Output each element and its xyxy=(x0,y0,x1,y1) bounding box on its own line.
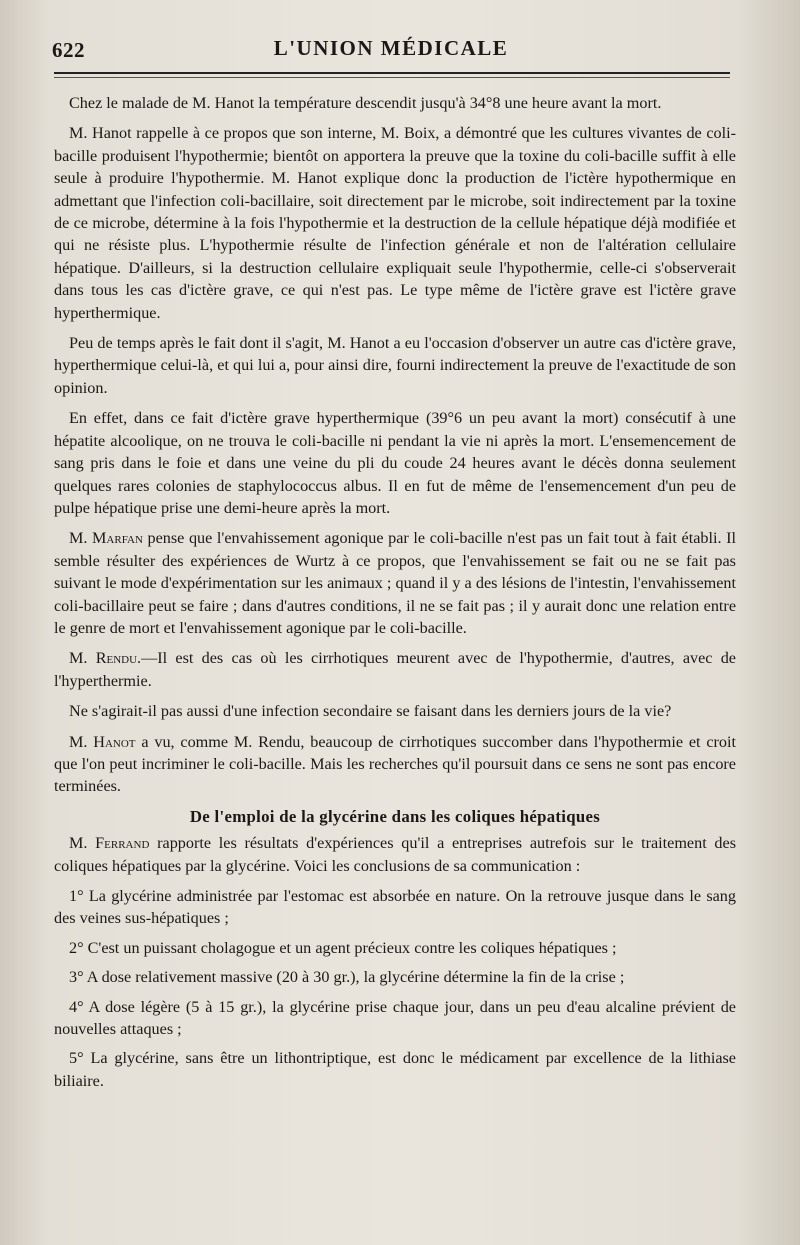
paragraph-text: rapporte les résultats d'expériences qu'il a entreprises autrefois sur le traitement des coliques hépatiques par la glycérine. Voici les conclusions de sa communication : xyxy=(54,834,737,875)
paragraph-text: Ne s'agirait-il pas aussi d'une infection secondaire se faisant dans les derniers jours de la vie? xyxy=(69,702,672,721)
speaker-name: M. Hanot xyxy=(69,732,136,751)
article-body xyxy=(54,92,736,1099)
header-rule xyxy=(54,72,730,74)
paragraph xyxy=(54,647,736,692)
conclusion-item: 3° A dose relativement massive (20 à 30 gr.), la glycérine détermine la fin de la crise ; xyxy=(69,968,625,987)
paragraph-text: pense que l'envahissement agonique par le coli-bacille n'est pas un fait tout à fait établi. Il semble résulter des expériences de Wurtz à ce propos, que l'envahissement se fait ou ne se fait pas suivant le mode d'expérimentation sur les animaux ; quand il y a des lésions de l'intestin, l'envahissement coli-bacillaire peut se faire ; dans d'autres conditions, il ne se fait pas ; il y aurait donc une relation entre le genre de mort et l'envahissement agonique par le coli-bacille. xyxy=(54,529,736,637)
conclusion-item: 2° C'est un puissant cholagogue et un agent précieux contre les coliques hépatiques ; xyxy=(69,938,617,957)
paragraph-text: En effet, dans ce fait d'ictère grave hyperthermique (39°6 un peu avant la mort) consécutif à une hépatite alcoolique, on ne trouva le coli-bacille ni pendant la vie ni après la mort. L'ensemencement de sang pris dans le foie et dans une veine du pli du coude 24 heures avant le décès donna seulement quelques rares colonies de staphylococcus albus. Il en fut de même de l'ensemencement d'un peu de pulpe hépatique prise une demi-heure après la mort. xyxy=(54,409,736,517)
paragraph-text: a vu, comme M. Rendu, beaucoup de cirrhotiques succomber dans l'hypothermie et croit que l'on peut incriminer le coli-bacille. Mais les recherches qu'il poursuit dans ce sens ne sont pas encore terminées. xyxy=(54,732,736,796)
paragraph xyxy=(54,407,736,519)
paragraph xyxy=(54,700,736,722)
paragraph xyxy=(54,332,736,399)
paragraph-text: —Il est des cas où les cirrhotiques meurent avec de l'hypothermie, d'autres, avec de l'hyperthermie. xyxy=(54,649,736,690)
header-rule-thin xyxy=(54,77,730,78)
speaker-name: M. Ferrand xyxy=(69,834,150,853)
speaker-name: M. Marfan xyxy=(69,529,143,548)
paragraph-text: Chez le malade de M. Hanot la température descendit jusqu'à 34°8 une heure avant la mort. xyxy=(69,94,662,112)
paragraph xyxy=(54,731,736,798)
paragraph-text: M. Hanot rappelle à ce propos que son interne, M. Boix, a démontré que les cultures vivantes de coli-bacille produisent l'hypothermie; bientôt on apportera la preuve que la toxine du coli-bacille suffit à elle seule à produire l'hypothermie. M. Hanot explique donc la production de l'ictère hypothermique en admettant que l'infection coli-bacillaire, soit directement par le microbe, soit indirectement par la toxine de ce microbe, détermine à la fois l'hypothermie et la destruction de la cellule hépatique déjà modifiée et qui ne résiste plus. L'hypothermie résulte de l'infection générale et non de l'altération cellulaire hépatique. D'ailleurs, si la destruction cellulaire expliquait seule l'hypothermie, celle-ci s'observerait dans tous les cas d'ictère grave, ce qui n'est pas. Le type même de l'ictère grave est l'ictère grave hyperthermique. xyxy=(54,124,736,322)
paragraph-text: Peu de temps après le fait dont il s'agit, M. Hanot a eu l'occasion d'observer un autre cas d'ictère grave, hyperthermique celui-là, et qui lui a, pour ainsi dire, fourni indirectement la preuve de l'exactitude de son opinion. xyxy=(54,334,736,397)
speaker-name: M. Rendu. xyxy=(69,649,142,668)
section-heading: De l'emploi de la glycérine dans les coliques hépatiques xyxy=(189,806,601,826)
running-title: L'UNION MÉDICALE xyxy=(273,36,509,60)
conclusion-item: 5° La glycérine, sans être un lithontriptique, est donc le médicament par excellence de la lithiase biliaire. xyxy=(54,1049,736,1090)
paragraph xyxy=(54,527,736,639)
page-number: 622 xyxy=(52,38,85,62)
page-header xyxy=(52,34,730,64)
conclusion-item: 1° La glycérine administrée par l'estomac est absorbée en nature. On la retrouve jusque dans le sang des veines sus-hépatiques ; xyxy=(54,887,736,928)
paragraph xyxy=(54,122,736,324)
paragraph xyxy=(54,832,736,877)
conclusion-item: 4° A dose légère (5 à 15 gr.), la glycérine prise chaque jour, dans un peu d'eau alcaline prévient de nouvelles attaques ; xyxy=(54,997,736,1039)
paragraph xyxy=(54,92,736,114)
